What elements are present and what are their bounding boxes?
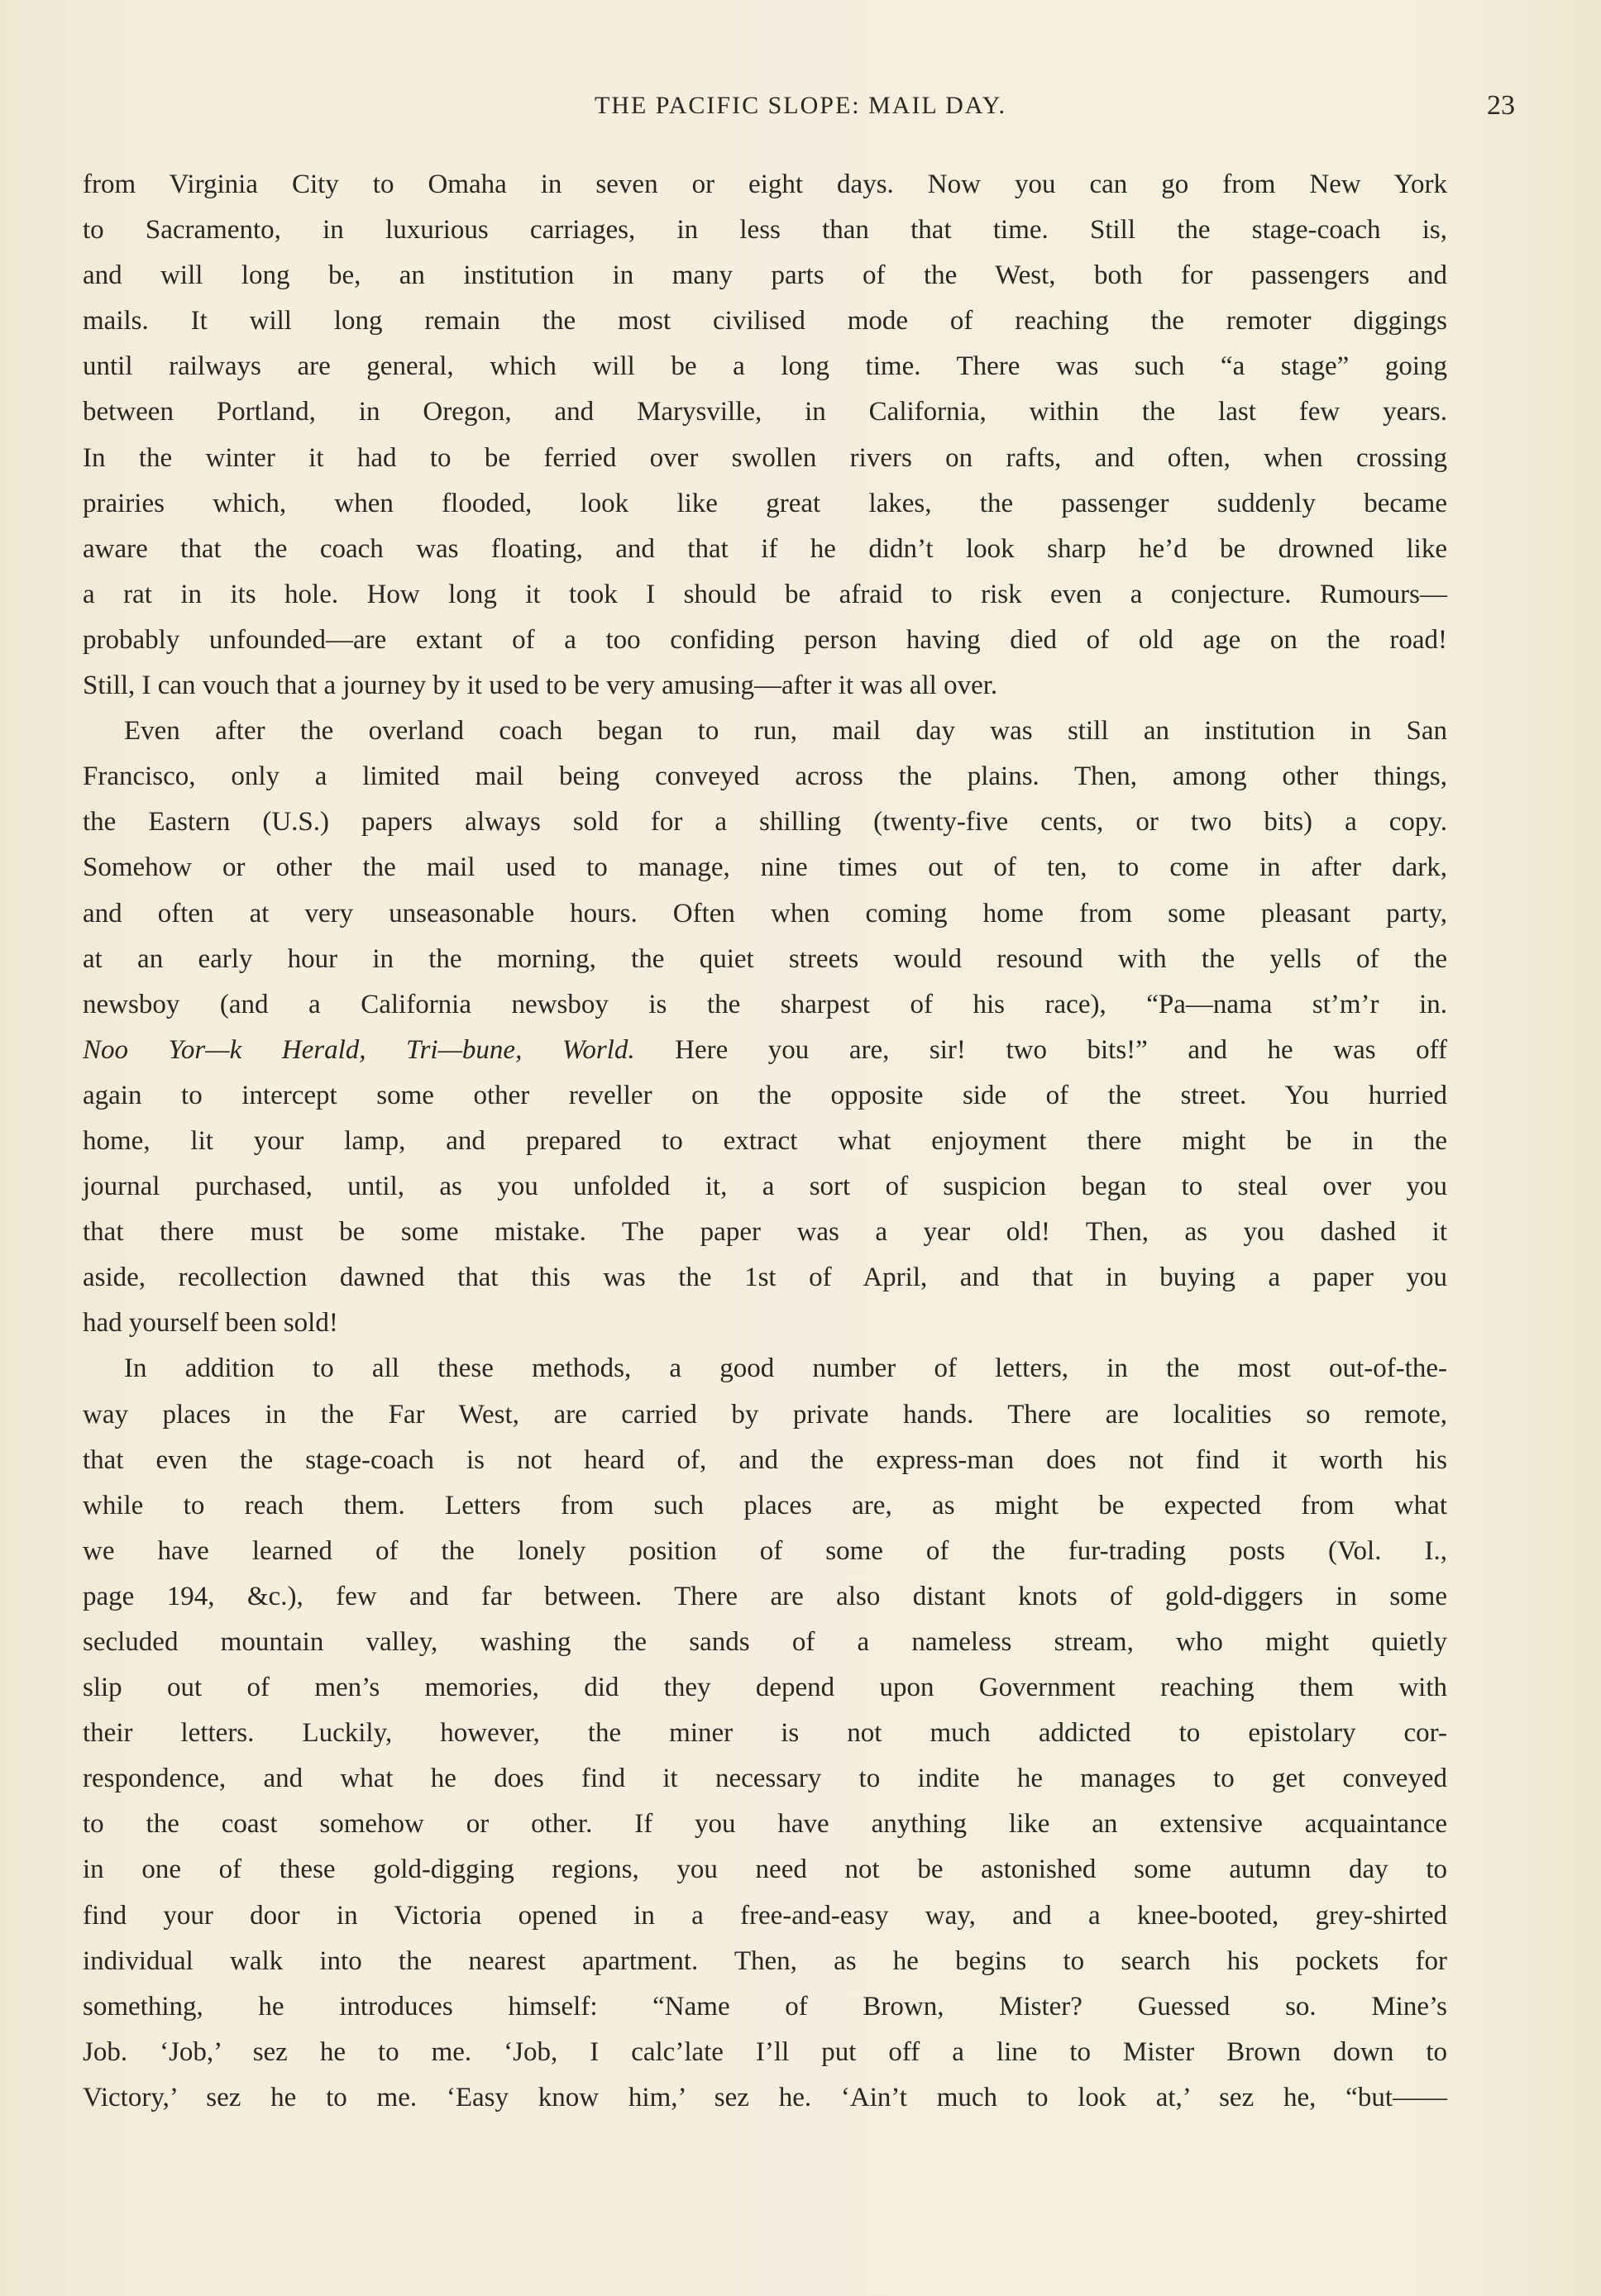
text-line: Somehow or other the mail used to manage, nine times out of ten, to come in after dark, — [83, 852, 1447, 883]
text-line: home, lit your lamp, and prepared to extract what enjoyment there might be in the — [83, 1125, 1447, 1156]
text-line: Francisco, only a limited mail being conveyed across the plains. Then, among other things, — [83, 761, 1447, 792]
text-line: that there must be some mistake. The paper was a year old! Then, as you dashed it — [83, 1217, 1447, 1248]
running-head — [83, 89, 1518, 122]
text-line: at an early hour in the morning, the quiet streets would resound with the yells of the — [83, 943, 1447, 974]
body-text — [83, 162, 1447, 2121]
text-line: a rat in its hole. How long it took I should be afraid to risk even a conjecture. Rumours— — [83, 579, 1447, 609]
text-line: that even the stage-coach is not heard of, and the express-man does not find it worth his — [83, 1444, 1447, 1475]
text-line: had yourself been sold! — [83, 1308, 338, 1339]
text-line: probably unfounded—are extant of a too confiding person having died of old age on the road! — [83, 624, 1447, 655]
text-line: slip out of men’s memories, did they depend upon Government reaching them with — [83, 1673, 1447, 1703]
text-line: Victory,’ sez he to me. ‘Easy know him,’ sez he. ‘Ain’t much to look at,’ sez he, “but—— — [83, 2082, 1447, 2112]
text-line: secluded mountain valley, washing the sands of a nameless stream, who might quietly — [83, 1627, 1447, 1657]
text-line: prairies which, when flooded, look like great lakes, the passenger suddenly became — [83, 488, 1447, 518]
text-line: Even after the overland coach began to run, mail day was still an institution in San — [124, 716, 1447, 747]
text-line — [83, 1028, 1447, 1073]
text-line: find your door in Victoria opened in a free-and-easy way, and a knee-booted, grey-shirted — [83, 1900, 1447, 1931]
text-line: and often at very unseasonable hours. Often when coming home from some pleasant party, — [83, 898, 1447, 928]
text-line-continuation: Here you are, sir! two bits!” and he was off — [634, 1034, 1447, 1065]
text-line: something, he introduces himself: “Name of Brown, Mister? Guessed so. Mine’s — [83, 1991, 1447, 2022]
text-line: in one of these gold-digging regions, you need not be astonished some autumn day to — [83, 1854, 1447, 1885]
italic-newspaper-names: Noo Yor—k Herald, Tri—bune, World. — [83, 1034, 635, 1065]
text-line: the Eastern (U.S.) papers always sold for a shilling (twenty-five cents, or two bits) a copy. — [83, 807, 1447, 838]
text-line: individual walk into the nearest apartment. Then, as he begins to search his pockets for — [83, 1945, 1447, 1976]
running-title: THE PACIFIC SLOPE: MAIL DAY. — [594, 92, 1007, 119]
text-line: from Virginia City to Omaha in seven or eight days. Now you can go from New York — [83, 169, 1447, 199]
text-line: their letters. Luckily, however, the miner is not much addicted to epistolary cor- — [83, 1718, 1447, 1749]
text-line: Still, I can vouch that a journey by it used to be very amusing—after it was all over. — [83, 671, 998, 701]
text-line: while to reach them. Letters from such places are, as might be expected from what — [83, 1490, 1447, 1520]
text-line: again to intercept some other reveller on the opposite side of the street. You hurried — [83, 1080, 1447, 1110]
text-line: newsboy (and a California newsboy is the sharpest of his race), “Pa—nama st’m’r in. — [83, 989, 1447, 1019]
text-line: until railways are general, which will be a long time. There was such “a stage” going — [83, 351, 1447, 382]
text-line: mails. It will long remain the most civilised mode of reaching the remoter diggings — [83, 306, 1447, 337]
text-line: In addition to all these methods, a good number of letters, in the most out-of-the- — [124, 1353, 1447, 1384]
text-line: aware that the coach was floating, and that if he didn’t look sharp he’d be drowned like — [83, 533, 1447, 564]
text-line: Job. ‘Job,’ sez he to me. ‘Job, I calc’late I’ll put off a line to Mister Brown down to — [83, 2036, 1447, 2067]
text-line: way places in the Far West, are carried by private hands. There are localities so remote, — [83, 1399, 1447, 1430]
text-line: journal purchased, until, as you unfolded it, a sort of suspicion began to steal over you — [83, 1172, 1447, 1202]
text-line: to Sacramento, in luxurious carriages, in less than that time. Still the stage-coach is, — [83, 215, 1447, 246]
text-line: and will long be, an institution in many parts of the West, both for passengers and — [83, 260, 1447, 291]
text-line: page 194, &c.), few and far between. There are also distant knots of gold-diggers in some — [83, 1581, 1447, 1611]
text-line: aside, recollection dawned that this was the 1st of April, and that in buying a paper you — [83, 1263, 1447, 1293]
text-line: to the coast somehow or other. If you have anything like an extensive acquaintance — [83, 1809, 1447, 1840]
page-number: 23 — [1487, 90, 1515, 121]
text-line: respondence, and what he does find it necessary to indite he manages to get conveyed — [83, 1764, 1447, 1794]
text-line: we have learned of the lonely position of some of the fur-trading posts (Vol. I., — [83, 1535, 1447, 1566]
text-line: between Portland, in Oregon, and Marysville, in California, within the last few years. — [83, 397, 1447, 427]
text-line: In the winter it had to be ferried over swollen rivers on rafts, and often, when crossing — [83, 442, 1447, 473]
